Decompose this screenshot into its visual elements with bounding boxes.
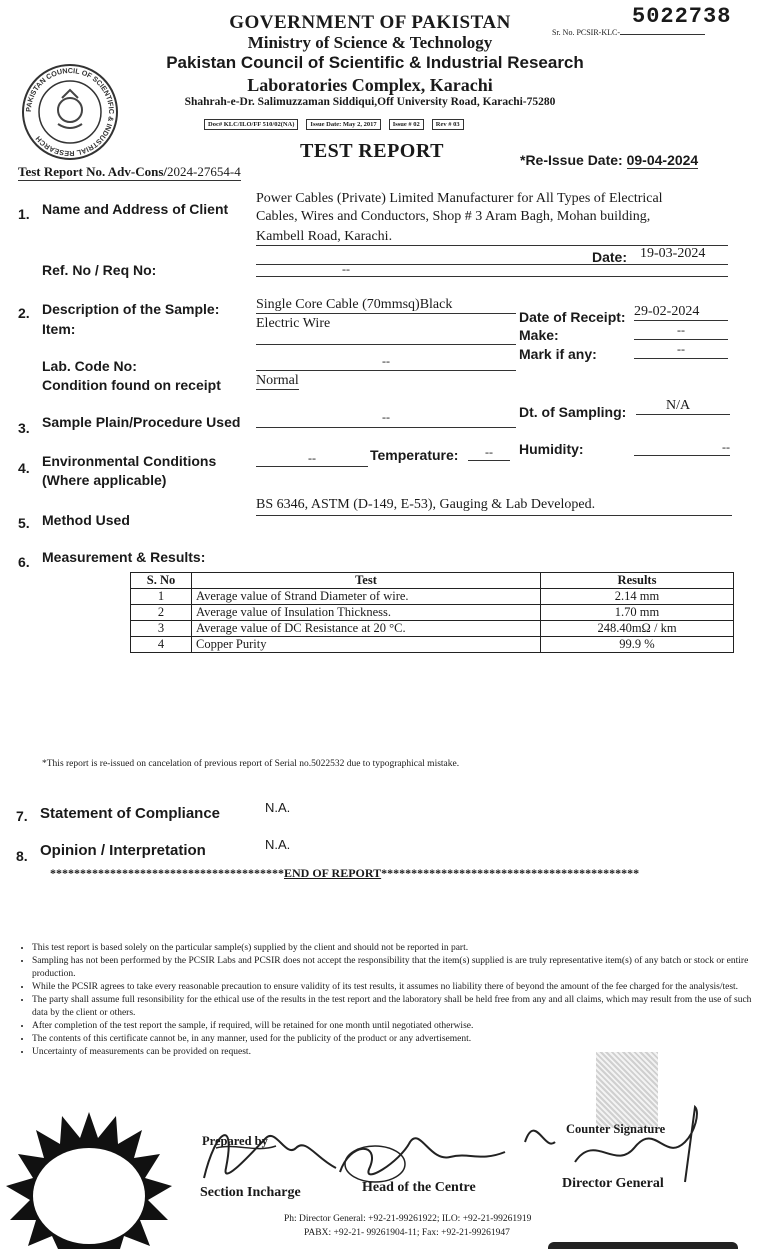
receipt-value: 29-02-2024 [634,304,700,319]
measurement-label: Measurement & Results: [42,549,206,565]
bottom-bar [548,1242,738,1249]
receipt-label: Date of Receipt: [519,309,626,325]
compliance-label: Statement of Compliance [40,805,221,822]
govt-title: GOVERNMENT OF PAKISTAN [229,12,511,33]
row-sno: 1 [131,589,192,605]
row-sno: 2 [131,605,192,621]
temperature-value: -- [468,445,510,461]
client-label: Name and Address of Client [42,201,229,217]
col-results: Results [541,573,734,589]
procedure-value: -- [382,410,390,424]
reissue-date: *Re-Issue Date: 09-04-2024 [520,152,699,168]
client-address-line-1: Power Cables (Private) Limited Manufacturer for All Types of Electrical [256,191,663,206]
sampling-label: Dt. of Sampling: [519,404,627,420]
section-8-number: 8. [16,848,28,864]
compliance-value: N.A. [265,800,291,815]
list-item: • Sampling has not been performed by the PCSIR Labs and PCSIR does not accept the responsibility that the item(s) supplied is are truly representative item(s) of any batch or stock or entire production. [32,955,768,981]
section-4-number: 4. [18,460,30,476]
lab-code-underline [256,370,516,371]
opinion-value: N.A. [265,837,291,852]
disclaimer-list [18,942,768,1059]
receipt-underline [634,320,728,321]
procedure-underline [256,427,516,428]
make-label: Make: [519,327,559,343]
footer-phone-line-2: PABX: +92-21- 99261904-11; Fax: +92-21-99261947 [304,1228,510,1238]
list-item: • The party shall assume full resonsibility for the ethical use of the results in the test report and the laboratory shall be held free from any and all claims, which may result from the use of such data by the client or others. [32,994,768,1020]
client-address-line-2: Cables, Wires and Conductors, Shop # 3 Aram Bagh, Mohan building, [256,209,651,224]
pcsir-seal [20,62,120,162]
seal-text: PAKISTAN COUNCIL OF SCIENTIFIC & INDUSTRIAL RESEARCH [23,65,117,159]
list-item: • Uncertainty of measurements can be provided on request. [32,1046,768,1059]
client-date-label: Date: [592,249,628,265]
results-header-row [131,573,734,589]
footer-phone-line-1: Ph: Director General: +92-21-99261922; ILO: +92-21-99261919 [284,1214,532,1224]
lab-code-label: Lab. Code No: [42,358,137,374]
sampling-value: N/A [666,398,691,413]
table-row [131,637,734,653]
row-test: Copper Purity [192,637,541,653]
table-row [131,621,734,637]
row-sno: 4 [131,637,192,653]
end-of-report: ***************************************END OF REPORT******************************************* [50,866,640,880]
starburst-seal-icon [0,1108,178,1249]
reissue-note: *This report is re-issued on cancelation of previous report of Serial no.5022532 due to typographical mistake. [42,759,460,769]
col-sno: S. No [131,573,192,589]
report-title: TEST REPORT [300,140,444,162]
row-result: 1.70 mm [541,605,734,621]
row-test: Average value of Insulation Thickness. [192,605,541,621]
environment-value: -- [256,451,368,467]
sample-underline [256,313,516,314]
counter-signature-label: Counter Signature [566,1122,666,1136]
director-general-label: Director General [562,1176,664,1191]
mark-label: Mark if any: [519,346,597,362]
condition-value: Normal [256,373,299,388]
row-sno: 3 [131,621,192,637]
procedure-label: Sample Plain/Procedure Used [42,414,241,430]
sample-label: Description of the Sample: [42,301,220,317]
ref-value: -- [342,262,350,276]
lab-code-value: -- [382,354,390,368]
doc-box: Issue # 02 [389,119,424,130]
head-of-centre-label: Head of the Centre [362,1180,476,1195]
mark-underline [634,358,728,359]
address-line: Shahrah-e-Dr. Salimuzzaman Siddiqui,Off University Road, Karachi-75280 [184,96,556,108]
item-underline [256,344,516,345]
doc-box: Doc# KLC/ILO/FF 510/02(NA) [204,119,298,130]
section-5-number: 5. [18,515,30,531]
sampling-underline [636,414,730,415]
col-test: Test [192,573,541,589]
environment-sub-label: (Where applicable) [42,472,167,488]
condition-label: Condition found on receipt [42,377,221,393]
make-underline [634,339,728,340]
row-test: Average value of DC Resistance at 20 °C. [192,621,541,637]
item-value: Electric Wire [256,316,331,331]
section-3-number: 3. [18,420,30,436]
method-underline [256,515,732,516]
mark-value: -- [677,342,685,356]
row-test: Average value of Strand Diameter of wire. [192,589,541,605]
opinion-label: Opinion / Interpretation [40,842,206,859]
lab-complex-title: Laboratories Complex, Karachi [247,75,493,95]
method-label: Method Used [42,512,130,528]
list-item: • After completion of the test report the sample, if required, will be retained for one month until negotiated otherwise. [32,1020,768,1033]
report-number: Test Report No. Adv-Cons/2024-27654-4 [18,164,241,179]
doc-box: Rev # 03 [432,119,464,130]
environment-label: Environmental Conditions [42,453,217,469]
client-date-value: 19-03-2024 [640,246,706,261]
section-7-number: 7. [16,808,28,824]
serial-number: 5022738 [632,4,732,29]
svg-text:PAKISTAN COUNCIL OF SCIENTIFIC [24,66,116,158]
section-2-number: 2. [18,305,30,321]
list-item: • While the PCSIR agrees to take every reasonable precaution to ensure validity of its test results, it assumes no liability there of beyond the amount of the fee charged for the analysis/test. [32,981,768,994]
table-row [131,605,734,621]
ref-underline [256,276,728,277]
doc-control-boxes [204,119,464,130]
pcsir-title: Pakistan Council of Scientific & Industrial Research [166,53,584,72]
director-signature [515,1102,715,1187]
sample-description: Single Core Cable (70mmsq)Black [256,297,453,312]
row-result: 99.9 % [541,637,734,653]
method-value: BS 6346, ASTM (D-149, E-53), Gauging & Lab Developed. [256,497,596,512]
list-item: • The contents of this certificate cannot be, in any manner, used for the publicity of the product or any advertisement. [32,1033,768,1046]
section-incharge-label: Section Incharge [200,1185,301,1200]
row-result: 2.14 mm [541,589,734,605]
section-6-number: 6. [18,554,30,570]
table-row [131,589,734,605]
ref-label: Ref. No / Req No: [42,262,157,278]
results-table [130,572,734,653]
serial-label: Sr. No. PCSIR-KLC- [552,28,705,37]
ministry-title: Ministry of Science & Technology [247,33,493,52]
list-item: • This test report is based solely on the particular sample(s) supplied by the client and should not be reported in part. [32,942,768,955]
row-result: 248.40mΩ / km [541,621,734,637]
humidity-label: Humidity: [519,441,584,457]
temperature-label: Temperature: [370,447,459,463]
item-label: Item: [42,321,76,337]
humidity-value: -- [634,440,730,456]
make-value: -- [677,323,685,337]
prepared-by-label: Prepared by [202,1134,268,1148]
client-address-line-3: Kambell Road, Karachi. [256,229,728,246]
doc-box: Issue Date: May 2, 2017 [306,119,380,130]
section-1-number: 1. [18,206,30,222]
